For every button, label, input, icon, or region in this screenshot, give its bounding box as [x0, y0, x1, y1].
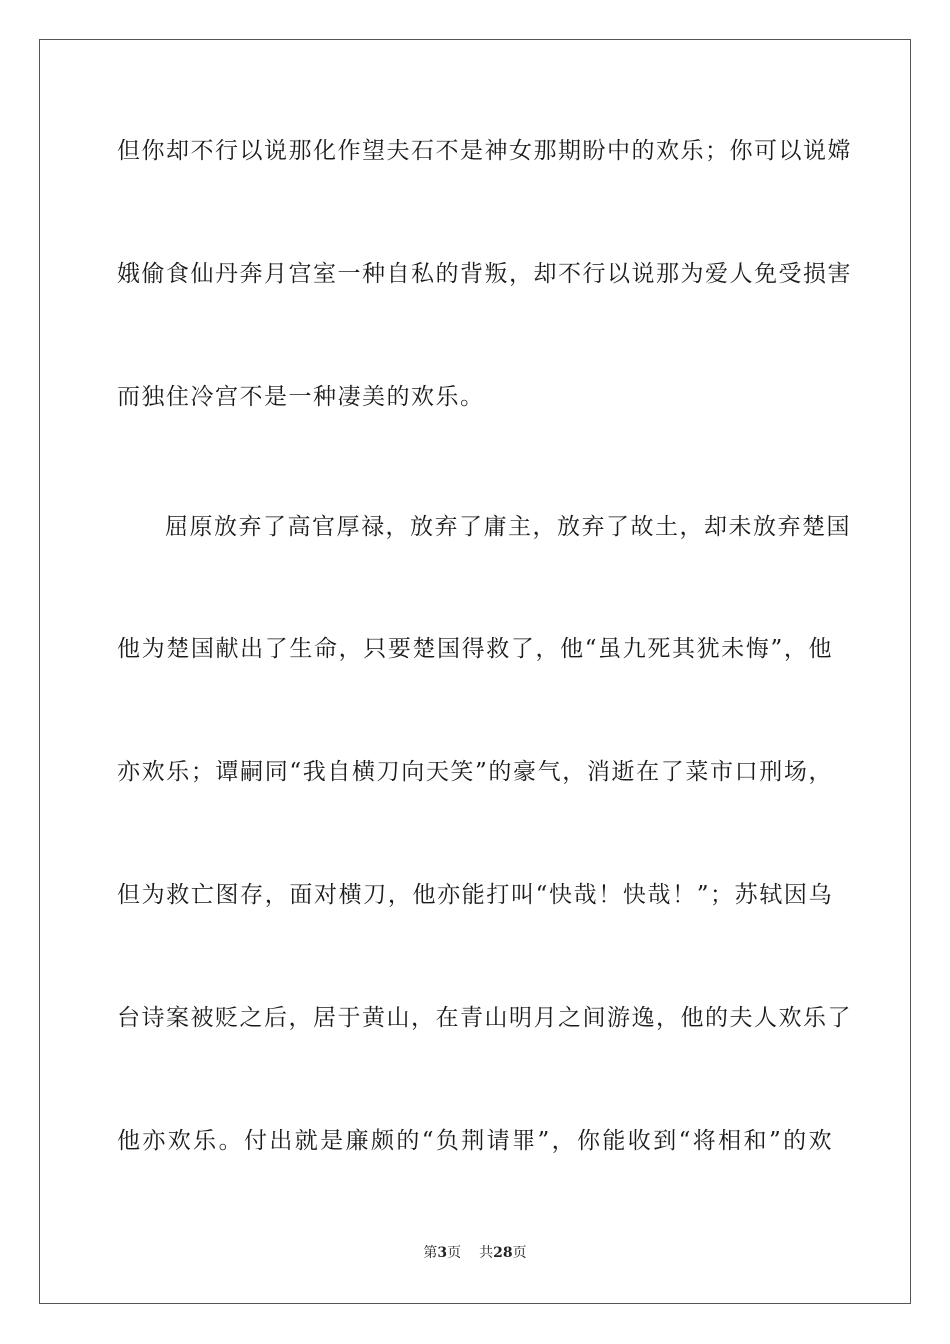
text-line-2: 娥偷食仙丹奔月宫室一种自私的背叛，却不行以说那为爱人免受损害 [117, 261, 852, 287]
text-line-1: 但你却不行以说那化作望夫石不是神女那期盼中的欢乐；你可以说嫦 [117, 138, 852, 164]
text-line-3: 而独住冷宫不是一种凄美的欢乐。 [117, 384, 485, 410]
text-line-6: 亦欢乐；谭嗣同“我自横刀向天笑”的豪气，消逝在了菜市口刑场， [117, 759, 833, 785]
text-line-7: 但为救亡图存，面对横刀，他亦能打叫“快哉！快哉！”；苏轼因乌 [117, 882, 833, 908]
text-line-8: 台诗案被贬之后，居于黄山，在青山明月之间游逸，他的夫人欢乐了 [117, 1005, 852, 1031]
page-number: 3 [437, 1245, 448, 1261]
page-suffix: 页 [447, 1245, 462, 1261]
total-pages: 28 [493, 1245, 513, 1261]
text-line-5: 他为楚国献出了生命，只要楚国得救了，他“虽九死其犹未悔”，他 [117, 636, 833, 662]
page-footer [0, 1244, 950, 1262]
text-line-4-paragraph-start: 屈原放弃了高官厚禄，放弃了庸主，放弃了故土，却未放弃楚国 [165, 514, 851, 540]
total-suffix: 页 [512, 1245, 527, 1261]
page-frame [39, 39, 911, 1304]
text-line-9: 他亦欢乐。付出就是廉颇的“负荆请罪”，你能收到“将相和”的欢 [117, 1128, 833, 1154]
total-prefix: 共 [479, 1245, 494, 1261]
page-prefix: 第 [423, 1245, 438, 1261]
